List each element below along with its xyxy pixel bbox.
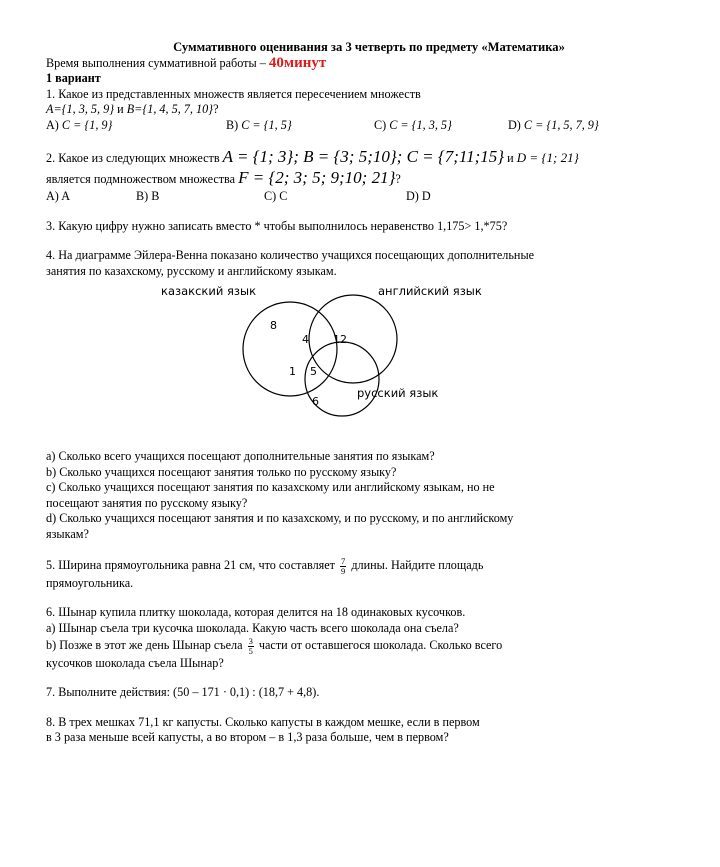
- q4-sub-d-line1: d) Сколько учащихся посещают занятия и по казахскому, и по русскому, и по английскому: [46, 511, 514, 525]
- q2-set-f: F = {2; 3; 5; 9;10; 21}: [238, 168, 396, 187]
- q2-options: [46, 189, 692, 205]
- q2-set-d: D = {1; 21}: [516, 150, 579, 165]
- q4-sub-d-line2: языкам?: [46, 526, 89, 541]
- q6-fraction: $\frac{3}{5}$: [248, 635, 253, 656]
- q4-sub-a: a) Сколько всего учащихся посещают дополнительные занятия по языкам?: [46, 449, 435, 463]
- english-circle: [309, 295, 397, 383]
- time-value: 40минут: [268, 54, 327, 71]
- value-only-russian: 6: [312, 395, 319, 408]
- kazakh-circle: [243, 302, 337, 396]
- q5-fraction: $\frac{7}{9}$: [341, 555, 346, 576]
- q2-option-a: A) A: [46, 189, 71, 203]
- document-title: Суммативного оценивания за 3 четверть по предмету «Математика»: [173, 40, 565, 54]
- q1-option-b: B) C = {1, 5}: [226, 117, 292, 132]
- value-english-russian: 5: [310, 365, 317, 378]
- label-russian: русский язык: [357, 386, 439, 400]
- time-label: Время выполнения суммативной работы –: [46, 55, 269, 70]
- q1-sets: [46, 102, 692, 118]
- label-kazakh: казакский язык: [161, 284, 257, 298]
- q7-text: 7. Выполните действия: (50 – 171 · 0,1) : (18,7 + 4,8).: [46, 685, 320, 700]
- q2-set-a: A = {1; 3}: [222, 147, 294, 166]
- q6-sub-a: a) Шынар съела три кусочка шоколада. Какую часть всего шоколада она съела?: [46, 620, 459, 635]
- q1-option-c: C) C = {1, 3, 5}: [374, 117, 452, 132]
- q1-set-b: B={1, 4, 5, 7, 10}: [126, 102, 214, 116]
- q5-line1: 5. Ширина прямоугольника равна 21 см, что составляет $\frac{7}{9}$ длины. Найдите площадь: [46, 555, 484, 576]
- q2-option-c: C) C: [264, 189, 288, 203]
- q1-and: и: [114, 102, 127, 116]
- q4-sub-b: b) Сколько учащихся посещают занятия только по русскому языку?: [46, 464, 397, 479]
- q6-line1: 6. Шынар купила плитку шоколада, которая делится на 18 одинаковых кусочков.: [46, 605, 466, 620]
- q2-option-d: D) D: [406, 189, 431, 203]
- venn-diagram: [46, 279, 506, 449]
- value-kazakh-english: 4: [302, 333, 309, 346]
- q6-line-last: кусочков шоколада съела Шынар?: [46, 655, 224, 670]
- q4-sub-c-line1: c) Сколько учащихся посещают занятия по казахскому или английскому языкам, но не: [46, 480, 495, 494]
- q6-sub-b: b) Позже в этот же день Шынар съела $\frac{3}{5}$ части от оставшегося шоколада. Сколько всего: [46, 635, 503, 656]
- q4-sub-c-line2: посещают занятия по русскому языку?: [46, 495, 248, 510]
- value-only-english: 12: [333, 333, 347, 346]
- q3-text: 3. Какую цифру нужно записать вместо * чтобы выполнилось неравенство 1,175> 1,*75?: [46, 218, 508, 233]
- q2-option-b: B) B: [136, 189, 160, 203]
- q2-set-c: ; C = {7;11;15}: [396, 147, 505, 166]
- q1-qmark: ?: [213, 102, 219, 116]
- label-english: английский язык: [378, 284, 482, 298]
- q2-line2: является подмножеством множества F = {2; 3; 5; 9;10; 21}?: [46, 168, 401, 187]
- variant-heading: 1 вариант: [46, 71, 101, 85]
- q4-line1: 4. На диаграмме Эйлера-Венна показано количество учащихся посещающих дополнительные: [46, 248, 535, 262]
- q2-line1: 2. Какое из следующих множеств A = {1; 3}; B = {3; 5;10}; C = {7;11;15} и D = {1; 21}: [46, 147, 579, 166]
- value-only-kazakh: 8: [270, 319, 277, 332]
- q1-set-a: A={1, 3, 5, 9}: [46, 102, 115, 116]
- q5-line2: прямоугольника.: [46, 575, 134, 590]
- q1-option-a: A) C = {1, 9}: [46, 117, 113, 132]
- time-line: [46, 56, 692, 72]
- q1-line1: 1. Какое из представленных множеств является пересечением множеств: [46, 86, 421, 101]
- q1-option-d: D) C = {1, 5, 7, 9}: [508, 117, 599, 132]
- q2-set-b: ; B = {3; 5;10}: [293, 147, 397, 166]
- q8-line2: в 3 раза меньше всей капусты, а во втором – в 1,3 раза больше, чем в первом?: [46, 730, 449, 745]
- q4-line2: занятия по казахскому, русскому и английскому языкам.: [46, 263, 337, 278]
- q1-options: [46, 118, 692, 134]
- value-kazakh-russian: 1: [289, 365, 296, 378]
- q8-line1: 8. В трех мешках 71,1 кг капусты. Сколько капусты в каждом мешке, если в первом: [46, 714, 480, 729]
